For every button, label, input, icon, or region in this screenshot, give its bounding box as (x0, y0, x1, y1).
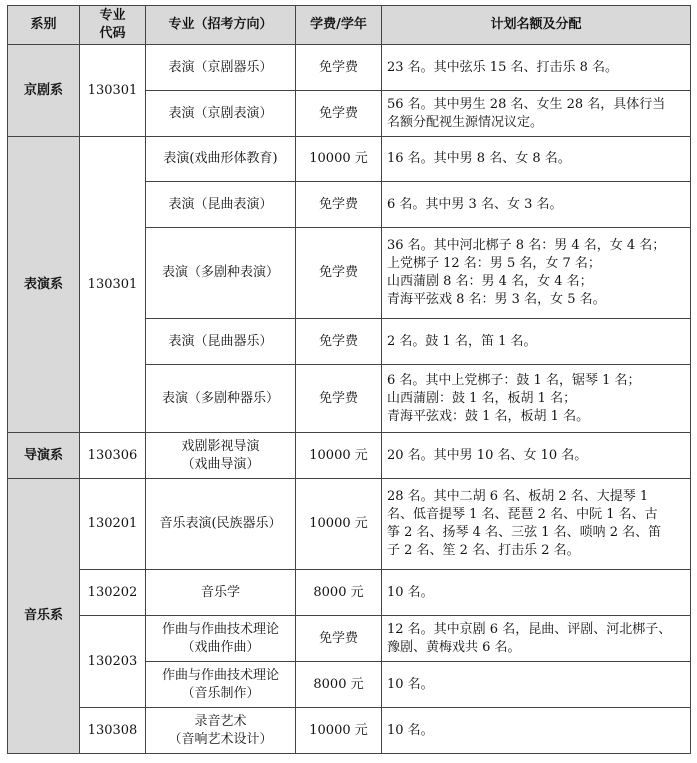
plan-cell (382, 365, 691, 433)
major-cell: 表演（京剧表演） (146, 91, 296, 137)
major-cell (146, 433, 296, 479)
plan-line: 28 名。其中二胡 6 名、板胡 2 名、大提琴 1 (387, 489, 649, 504)
code-cell: 130203 (80, 616, 146, 708)
major-line: （音响艺术设计） (168, 731, 273, 747)
plan-cell: 6 名。其中男 3 名、女 3 名。 (382, 182, 691, 228)
tuition-cell: 免学费 (296, 616, 382, 662)
plan-line: 山西蒲剧：鼓 1 名，板胡 1 名； (387, 390, 577, 406)
major-cell: 音乐表演(民族器乐） (146, 479, 296, 570)
tuition-cell: 8000 元 (296, 662, 382, 708)
code-cell: 130301 (80, 137, 146, 433)
major-line: （音乐制作） (181, 685, 260, 701)
header-dept: 系别 (8, 6, 80, 45)
code-cell: 130202 (80, 570, 146, 616)
tuition-cell: 免学费 (296, 91, 382, 137)
tuition-cell: 免学费 (296, 365, 382, 433)
code-cell: 130308 (80, 708, 146, 754)
tuition-cell: 10000 元 (296, 479, 382, 570)
plan-line: 青海平弦戏：鼓 1 名，板胡 1 名。 (387, 408, 590, 424)
tuition-cell: 免学费 (296, 319, 382, 365)
plan-cell (382, 616, 691, 662)
major-line: 录音艺术 (194, 713, 247, 729)
plan-line: 名、低音提琴 1 名、琵琶 2 名、中阮 1 名、古 (387, 507, 658, 522)
table-row (8, 137, 691, 182)
header-code-line2: 代码 (99, 26, 126, 41)
plan-line: 56 名。其中男生 28 名、女生 28 名，具体行当 (387, 96, 666, 112)
major-cell: 表演（昆曲表演） (146, 182, 296, 228)
plan-cell (382, 479, 691, 570)
plan-cell (382, 228, 691, 319)
plan-cell: 2 名。鼓 1 名，笛 1 名。 (382, 319, 691, 365)
major-cell: 表演（京剧器乐） (146, 45, 296, 91)
plan-cell: 10 名。 (382, 662, 691, 708)
tuition-cell: 10000 元 (296, 433, 382, 479)
plan-line: 豫剧、黄梅戏共 6 名。 (387, 639, 521, 655)
header-code (80, 6, 146, 45)
table-row (8, 708, 691, 754)
plan-line: 名额分配视生源情况议定。 (387, 114, 544, 130)
tuition-cell: 免学费 (296, 45, 382, 91)
major-line: 作曲与作曲技术理论 (161, 667, 279, 683)
dept-cell: 表演系 (8, 137, 80, 433)
plan-line: 子 2 名、笙 2 名、打击乐 2 名。 (387, 543, 580, 558)
plan-line: 山西蒲剧 8 名：男 4 名，女 4 名； (387, 274, 593, 289)
code-cell: 130306 (80, 433, 146, 479)
table-row (8, 45, 691, 91)
plan-line: 筝 2 名、扬琴 4 名、三弦 1 名、唢呐 2 名、笛 (387, 525, 662, 540)
header-code-line1: 专业 (99, 8, 126, 23)
dept-cell: 京剧系 (8, 45, 80, 137)
header-major: 专业（招考方向） (146, 6, 296, 45)
major-cell (146, 708, 296, 754)
tuition-cell: 10000 元 (296, 137, 382, 182)
tuition-cell: 免学费 (296, 182, 382, 228)
tuition-cell: 10000 元 (296, 708, 382, 754)
plan-cell: 10 名。 (382, 570, 691, 616)
plan-cell (382, 91, 691, 137)
table-row (8, 616, 691, 662)
tuition-cell: 8000 元 (296, 570, 382, 616)
plan-line: 上党梆子 12 名：男 5 名，女 7 名； (387, 256, 601, 271)
major-cell: 表演(戏曲形体教育) (146, 137, 296, 182)
major-cell: 表演（昆曲器乐） (146, 319, 296, 365)
major-line: 戏剧影视导演 (181, 438, 260, 454)
table-row (8, 570, 691, 616)
table-row (8, 479, 691, 570)
major-line: （戏曲导演） (181, 456, 260, 472)
tuition-cell: 免学费 (296, 228, 382, 319)
header-row (8, 6, 691, 45)
major-cell (146, 662, 296, 708)
major-cell: 音乐学 (146, 570, 296, 616)
major-cell (146, 616, 296, 662)
plan-cell: 10 名。 (382, 708, 691, 754)
plan-cell: 16 名。其中男 8 名、女 8 名。 (382, 137, 691, 182)
plan-cell: 23 名。其中弦乐 15 名、打击乐 8 名。 (382, 45, 691, 91)
header-plan: 计划名额及分配 (382, 6, 691, 45)
plan-line: 6 名。其中上党梆子：鼓 1 名，锯琴 1 名； (387, 372, 641, 388)
header-tuition: 学费/学年 (296, 6, 382, 45)
dept-cell: 导演系 (8, 433, 80, 479)
plan-line: 36 名。其中河北梆子 8 名：男 4 名，女 4 名； (387, 238, 666, 253)
dept-cell: 音乐系 (8, 479, 80, 754)
code-cell: 130201 (80, 479, 146, 570)
plan-line: 12 名。其中京剧 6 名，昆曲、评剧、河北梆子、 (387, 621, 672, 637)
table-row (8, 433, 691, 479)
major-cell: 表演（多剧种器乐） (146, 365, 296, 433)
plan-cell: 20 名。其中男 10 名、女 10 名。 (382, 433, 691, 479)
major-line: （戏曲作曲） (181, 639, 260, 655)
enrollment-plan-table (7, 5, 691, 754)
plan-line: 青海平弦戏 8 名：男 3 名，女 5 名。 (387, 292, 606, 307)
major-cell: 表演（多剧种表演） (146, 228, 296, 319)
major-line: 作曲与作曲技术理论 (161, 621, 279, 637)
code-cell: 130301 (80, 45, 146, 137)
